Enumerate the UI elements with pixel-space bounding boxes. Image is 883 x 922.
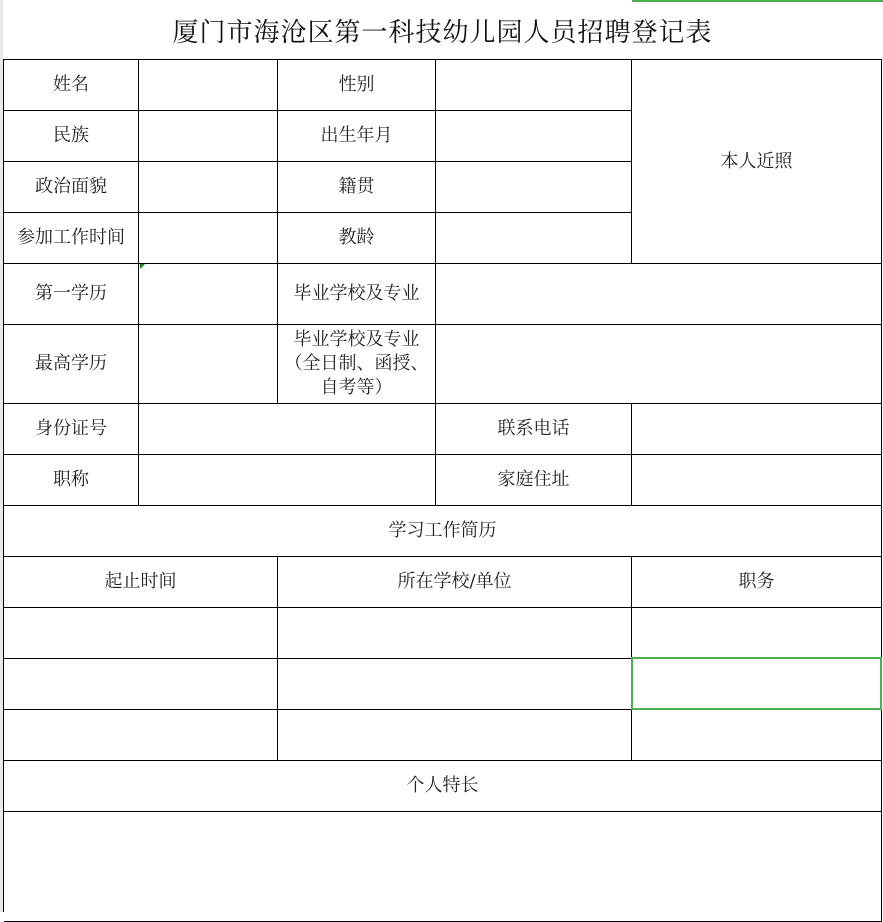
label-ethnicity: 民族	[4, 111, 139, 162]
birth-field[interactable]	[436, 111, 632, 162]
resume-school-cell[interactable]	[278, 608, 632, 659]
label-first-edu: 第一学历	[4, 264, 139, 325]
form-title: 厦门市海沧区第一科技幼儿园人员招聘登记表	[172, 17, 713, 48]
column-header-position: 职务	[632, 557, 882, 608]
label-school-major: 毕业学校及专业	[278, 264, 436, 325]
specialty-field[interactable]	[4, 812, 882, 922]
label-title-rank: 职称	[4, 455, 139, 506]
label-birth: 出生年月	[278, 111, 436, 162]
school-major-full-field[interactable]	[436, 325, 882, 404]
name-field[interactable]	[139, 60, 278, 111]
resume-period-cell[interactable]	[4, 608, 278, 659]
resume-period-cell[interactable]	[4, 710, 278, 761]
gender-field[interactable]	[436, 60, 632, 111]
label-address: 家庭住址	[436, 455, 632, 506]
school-major-field[interactable]	[436, 264, 882, 325]
label-native-place: 籍贯	[278, 162, 436, 213]
column-header-school-unit: 所在学校/单位	[278, 557, 632, 608]
title-rank-field[interactable]	[139, 455, 436, 506]
label-highest-edu: 最高学历	[4, 325, 139, 404]
native-place-field[interactable]	[436, 162, 632, 213]
label-id-number: 身份证号	[4, 404, 139, 455]
work-start-field[interactable]	[139, 213, 278, 264]
label-school-major-full: 毕业学校及专业（全日制、函授、自考等）	[278, 325, 436, 404]
id-number-field[interactable]	[139, 404, 436, 455]
address-field[interactable]	[632, 455, 882, 506]
resume-school-cell[interactable]	[278, 659, 632, 710]
selected-cell-highlight	[631, 657, 882, 710]
resume-position-cell[interactable]	[632, 608, 882, 659]
resume-position-cell[interactable]	[632, 710, 882, 761]
teaching-years-field[interactable]	[436, 213, 632, 264]
column-header-period: 起止时间	[4, 557, 278, 608]
first-edu-field[interactable]	[139, 264, 278, 325]
highest-edu-field[interactable]	[139, 325, 278, 404]
label-gender: 性别	[278, 60, 436, 111]
label-phone: 联系电话	[436, 404, 632, 455]
political-field[interactable]	[139, 162, 278, 213]
photo-cell[interactable]: 本人近照	[632, 60, 882, 264]
label-work-start: 参加工作时间	[4, 213, 139, 264]
label-teaching-years: 教龄	[278, 213, 436, 264]
resume-school-cell[interactable]	[278, 710, 632, 761]
specialty-section-header: 个人特长	[4, 761, 882, 812]
label-name: 姓名	[4, 60, 139, 111]
label-political: 政治面貌	[4, 162, 139, 213]
cell-comment-indicator	[140, 264, 145, 269]
resume-period-cell[interactable]	[4, 659, 278, 710]
phone-field[interactable]	[632, 404, 882, 455]
ethnicity-field[interactable]	[139, 111, 278, 162]
resume-section-header: 学习工作简历	[4, 506, 882, 557]
